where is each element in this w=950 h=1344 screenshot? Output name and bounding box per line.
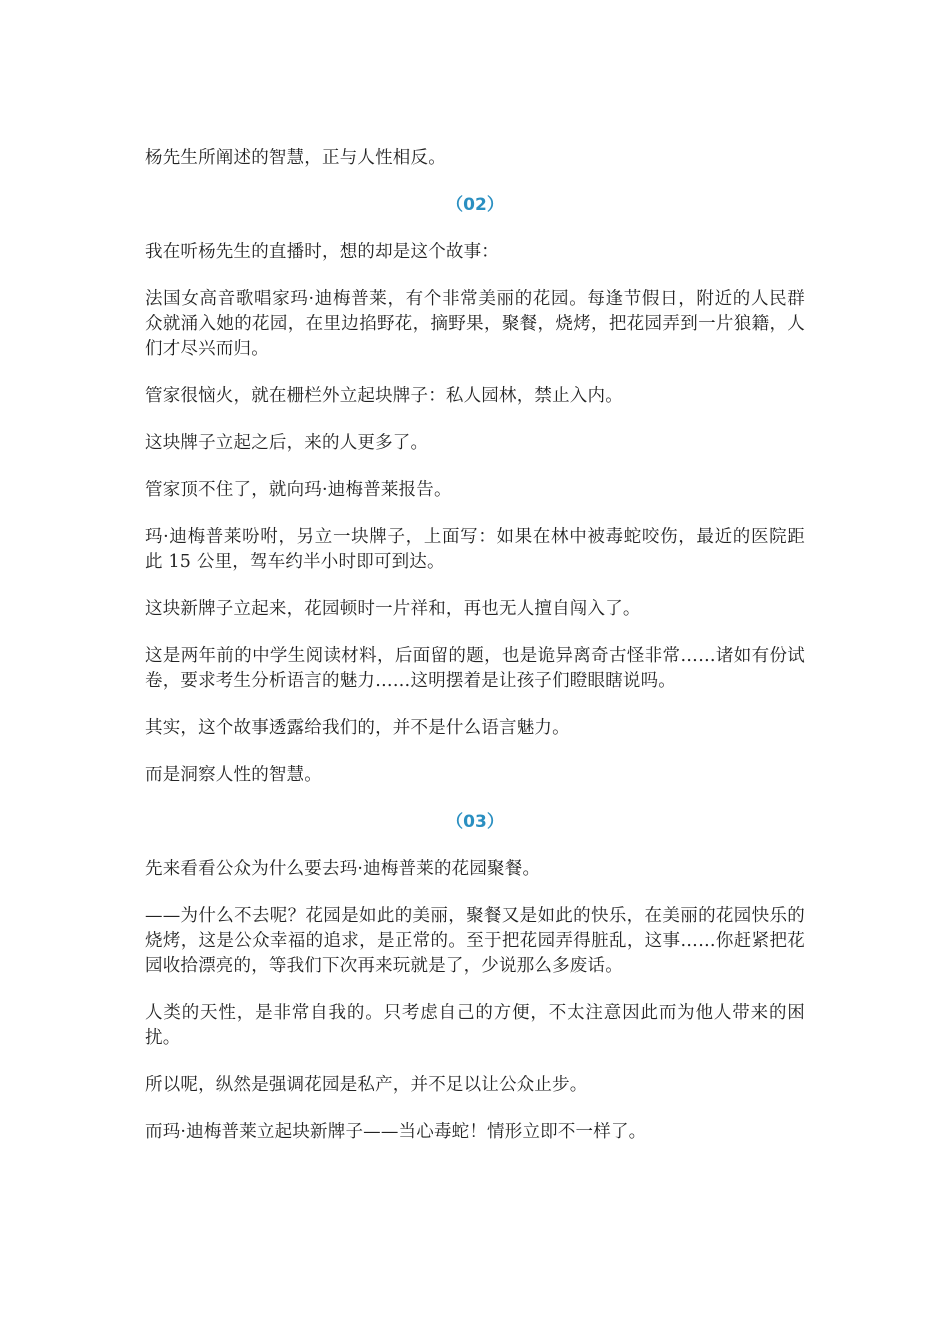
paragraph: 这块牌子立起之后，来的人更多了。 (145, 433, 429, 453)
section-heading-03: （03） (446, 812, 504, 832)
paragraph: 所以呢，纵然是强调花园是私产，并不足以让公众止步。 (145, 1075, 588, 1095)
paragraph: 而玛·迪梅普莱立起块新牌子——当心毒蛇！情形立即不一样了。 (145, 1122, 647, 1142)
paragraph: 玛·迪梅普莱吩咐，另立一块牌子，上面写：如果在林中被毒蛇咬伤，最近的医院距此 15 公里，驾车约半小时即可到达。 (145, 527, 805, 572)
paragraph: 管家顶不住了，就向玛·迪梅普莱报告。 (145, 480, 452, 500)
paragraph: 其实，这个故事透露给我们的，并不是什么语言魅力。 (145, 718, 570, 738)
paragraph: 而是洞察人性的智慧。 (145, 765, 322, 785)
paragraph: 杨先生所阐述的智慧，正与人性相反。 (145, 148, 446, 168)
paragraph: 人类的天性，是非常自我的。只考虑自己的方便，不太注意因此而为他人带来的困扰。 (145, 1003, 805, 1048)
section-heading-02: （02） (446, 195, 504, 215)
paragraph: 我在听杨先生的直播时，想的却是这个故事： (145, 242, 499, 262)
paragraph: ——为什么不去呢？花园是如此的美丽，聚餐又是如此的快乐，在美丽的花园快乐的烧烤，这是公众幸福的追求，是正常的。至于把花园弄得脏乱，这事……你赶紧把花园收拾漂亮的，等我们下次再来玩就是了，少说那么多废话。 (145, 906, 805, 976)
article-body (145, 146, 805, 1167)
paragraph: 这块新牌子立起来，花园顿时一片祥和，再也无人擅自闯入了。 (145, 599, 641, 619)
paragraph: 这是两年前的中学生阅读材料，后面留的题，也是诡异离奇古怪非常……诸如有份试卷，要求考生分析语言的魅力……这明摆着是让孩子们瞪眼瞎说吗。 (145, 646, 805, 691)
paragraph: 先来看看公众为什么要去玛·迪梅普莱的花园聚餐。 (145, 859, 541, 879)
paragraph: 法国女高音歌唱家玛·迪梅普莱，有个非常美丽的花园。每逢节假日，附近的人民群众就涌入她的花园，在里边掐野花，摘野果，聚餐，烧烤，把花园弄到一片狼籍，人们才尽兴而归。 (145, 289, 805, 359)
paragraph: 管家很恼火，就在栅栏外立起块牌子：私人园林，禁止入内。 (145, 386, 623, 406)
